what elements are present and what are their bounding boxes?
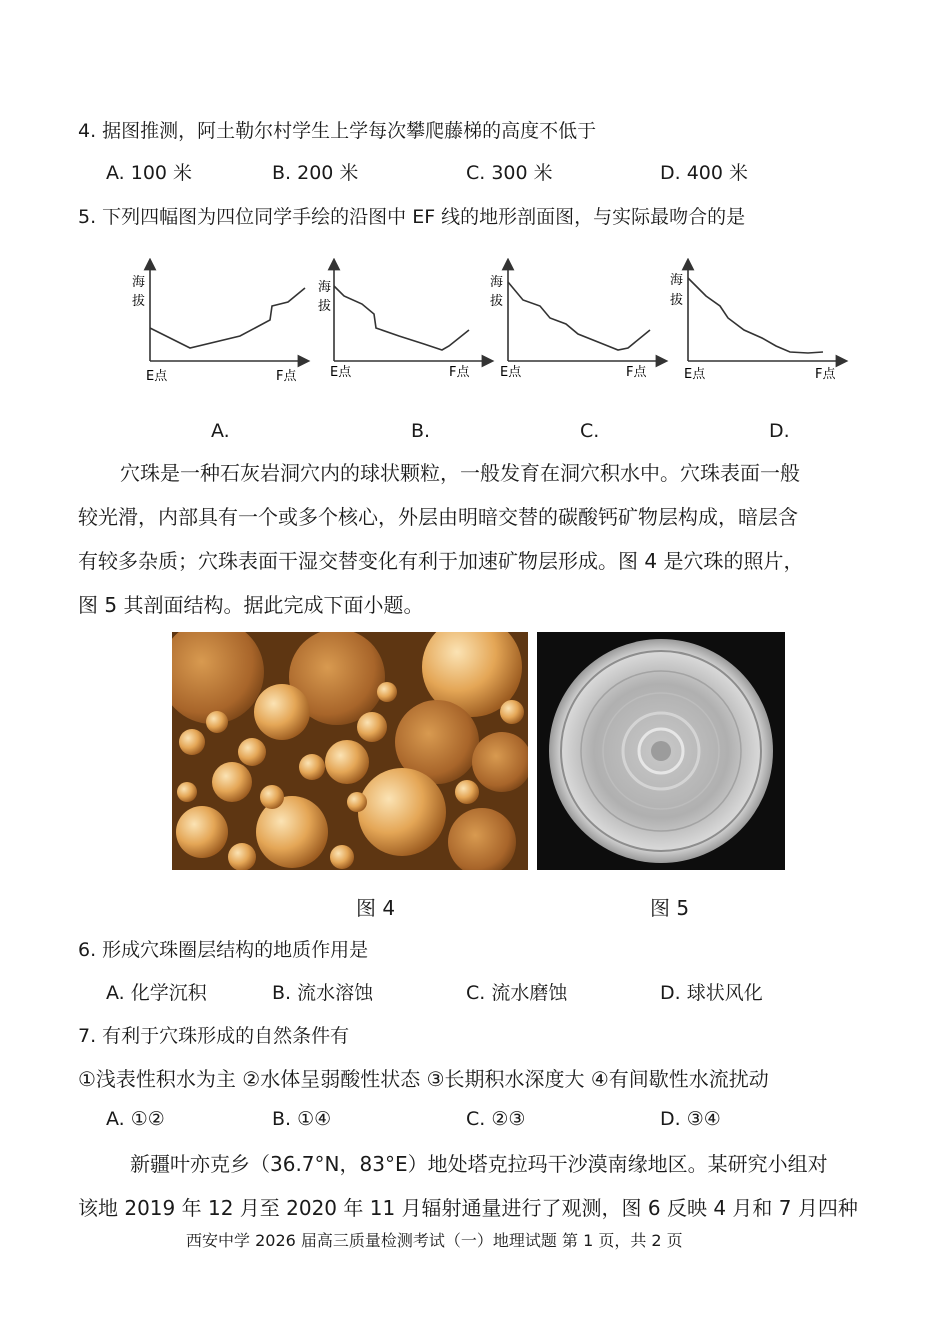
profile-a-f-label: F点 — [276, 369, 297, 384]
q5-stem: 5. 下列四幅图为四位同学手绘的沿图中 EF 线的地形剖面图，与实际最吻合的是 — [78, 206, 746, 228]
passage-line-3: 有较多杂质；穴珠表面干湿交替变化有利于加速矿物层形成。图 4 是穴珠的照片， — [78, 549, 804, 573]
q4-stem: 4. 据图推测，阿土勒尔村学生上学每次攀爬藤梯的高度不低于 — [78, 120, 597, 142]
profile-c-e-label: E点 — [500, 365, 522, 380]
passage-2-line-2: 该地 2019 年 12 月至 2020 年 11 月辐射通量进行了观测，图 6 反映 4 月和 7 月四种 — [78, 1196, 858, 1220]
profile-a-line — [150, 288, 305, 348]
page-footer: 西安中学 2026 届高三质量检测考试（一）地理试题 第 1 页，共 2 页 — [186, 1231, 683, 1250]
q6-option-c: C. 流水磨蚀 — [466, 982, 568, 1004]
profile-d-e-label: E点 — [684, 367, 706, 382]
figure-5-cross-section-photo — [537, 632, 785, 870]
q7-stem: 7. 有利于穴珠形成的自然条件有 — [78, 1025, 350, 1047]
figure-4-caption: 图 4 — [356, 896, 396, 920]
passage-line-2: 较光滑，内部具有一个或多个核心，外层由明暗交替的碳酸钙矿物层构成，暗层含 — [78, 505, 798, 529]
q5-option-d: D. — [769, 420, 790, 442]
q5-option-a: A. — [211, 420, 230, 442]
profile-c-ylabel-1: 海 — [490, 275, 504, 290]
figure-5-caption: 图 5 — [650, 896, 690, 920]
profile-a-ylabel-1: 海 — [132, 275, 146, 290]
q5-option-b: B. — [411, 420, 431, 442]
profile-chart-a — [132, 264, 305, 384]
profile-d-ylabel-1: 海 — [670, 273, 684, 288]
profile-chart-c — [490, 264, 662, 380]
passage-line-1: 穴珠是一种石灰岩洞穴内的球状颗粒，一般发育在洞穴积水中。穴珠表面一般 — [120, 461, 800, 485]
q7-conditions: ①浅表性积水为主 ②水体呈弱酸性状态 ③长期积水深度大 ④有间歇性水流扰动 — [78, 1067, 769, 1091]
profile-b-line — [334, 286, 469, 350]
q7-option-a: A. ①② — [106, 1108, 165, 1130]
profile-c-line — [508, 282, 650, 350]
passage-line-4: 图 5 其剖面结构。据此完成下面小题。 — [78, 593, 424, 617]
figure-4-cave-pearls-photo — [172, 632, 528, 870]
profile-d-f-label: F点 — [815, 367, 836, 382]
q4-option-b: B. 200 米 — [272, 162, 359, 184]
profile-chart-d — [670, 264, 842, 382]
profile-d-line — [688, 278, 823, 353]
q6-stem: 6. 形成穴珠圈层结构的地质作用是 — [78, 939, 369, 961]
profile-chart-b — [318, 264, 488, 380]
profile-b-ylabel-1: 海 — [318, 280, 332, 295]
profile-c-f-label: F点 — [626, 365, 647, 380]
profile-b-ylabel-2: 拔 — [318, 299, 332, 314]
profile-b-e-label: E点 — [330, 365, 352, 380]
passage-2 — [78, 1142, 878, 1230]
profile-d-ylabel-2: 拔 — [670, 293, 684, 308]
passage-2-line-1: 新疆叶亦克乡（36.7°N，83°E）地处塔克拉玛干沙漠南缘地区。某研究小组对 — [130, 1152, 828, 1176]
profile-c-ylabel-2: 拔 — [490, 294, 504, 309]
q7-option-c: C. ②③ — [466, 1108, 526, 1130]
profile-b-f-label: F点 — [449, 365, 470, 380]
profile-charts — [120, 258, 860, 388]
q5-option-c: C. — [580, 420, 600, 442]
profile-a-e-label: E点 — [146, 369, 168, 384]
q7-option-b: B. ①④ — [272, 1108, 332, 1130]
q4-option-a: A. 100 米 — [106, 162, 193, 184]
q4-option-d: D. 400 米 — [660, 162, 749, 184]
passage — [78, 451, 878, 627]
q4-option-c: C. 300 米 — [466, 162, 553, 184]
q6-option-d: D. 球状风化 — [660, 982, 763, 1004]
q6-option-a: A. 化学沉积 — [106, 982, 207, 1004]
q6-option-b: B. 流水溶蚀 — [272, 982, 374, 1004]
profile-a-ylabel-2: 拔 — [132, 294, 146, 309]
q7-option-d: D. ③④ — [660, 1108, 721, 1130]
